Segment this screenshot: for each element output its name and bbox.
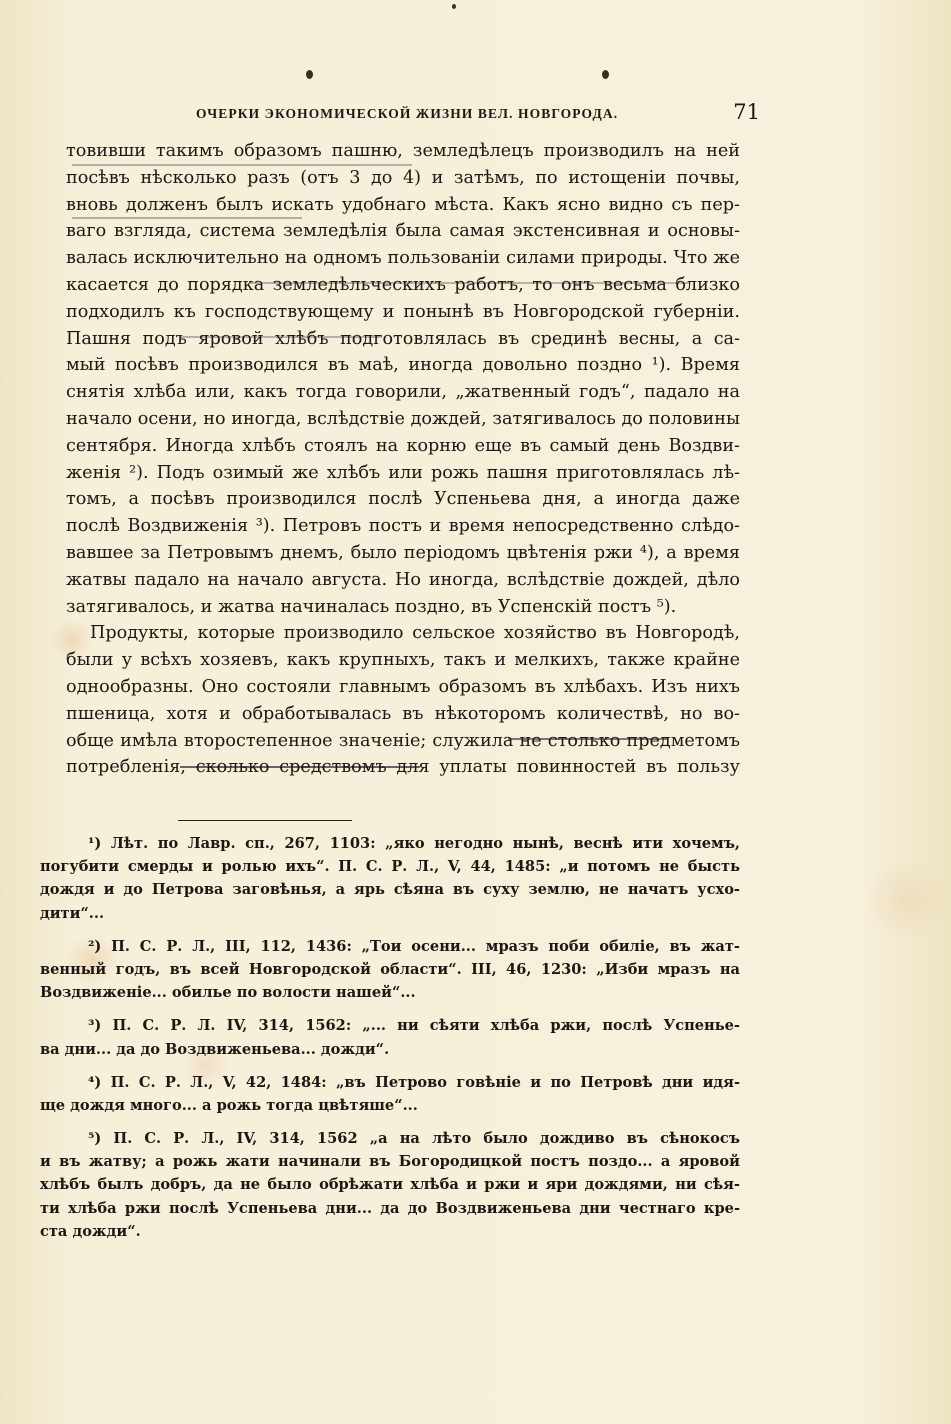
page-header [196,100,760,130]
text-line: подходилъ къ господствующему и понынѣ въ Новгородской губерніи. [66,301,740,322]
text-line: пшеница, хотя и обработывалась въ нѣкоторомъ количествѣ, но во- [66,703,740,724]
footnote-line: ⁵) П. С. Р. Л., IV, 314, 1562 „а на лѣто было дождиво въ сѣнокосъ [88,1130,740,1148]
ink-dot [602,70,609,79]
text-line: посѣвъ нѣсколько разъ (отъ 3 до 4) и затѣмъ, по истощеніи почвы, [66,167,740,188]
footnote-line: ²) П. С. Р. Л., III, 112, 1436: „Тои осени... мразъ поби обиліе, въ жат- [88,937,740,955]
text-line: были у всѣхъ хозяевъ, какъ крупныхъ, такъ и мелкихъ, также крайне [66,650,740,671]
text-line: потребленія, сколько средствомъ для уплаты повинностей въ пользу [66,757,740,778]
footnote-line: ³) П. С. Р. Л. IV, 314, 1562: „... ни сѣяти хлѣба ржи, послѣ Успенье- [88,1017,740,1035]
footnote-line: ста дожди“. [40,1222,141,1240]
text-line: вавшее за Петровымъ днемъ, было періодомъ цвѣтенія ржи ⁴), а время [66,542,740,563]
text-line: послѣ Воздвиженія ³). Петровъ постъ и время непосредственно слѣдо- [66,516,740,537]
text-line: томъ, а посѣвъ производился послѣ Успеньева дня, а иногда даже [66,489,740,510]
text-line: женія ²). Подъ озимый же хлѣбъ или рожь пашня приготовлялась лѣ- [66,462,740,483]
footnote-separator [178,820,352,821]
footnote-line: ще дождя много... а рожь тогда цвѣтяше“... [40,1096,418,1114]
footnote-line: ⁴) П. С. Р. Л., V, 42, 1484: „въ Петрово говѣніе и по Петровѣ дни идя- [88,1073,740,1091]
ink-dot [452,4,456,9]
text-line: затягивалось, и жатва начиналась поздно, въ Успенскій постъ ⁵). [66,596,677,617]
text-line: ваго взгляда, система земледѣлія была самая экстенсивная и основы- [66,221,740,242]
footnote-line: дити“... [40,904,105,922]
main-text [66,138,740,781]
footnote-line: ¹) Лѣт. по Лавр. сп., 267, 1103: „яко негодно нынѣ, веснѣ ити хочемъ, [88,835,740,852]
footnote-line: дождя и до Петрова заговѣнья, а ярь сѣяна въ суху землю, не начатъ усхо- [40,881,740,899]
page-number: 71 [733,100,760,124]
footnote-line: хлѣбъ былъ добръ, да не было обрѣжати хлѣба и ржи и яри дождями, ни сѣя- [40,1176,740,1194]
text-line: валась исключительно на одномъ пользованіи силами природы. Что же [66,248,740,269]
text-line: касается до порядка земледѣльческихъ работъ, то онъ весьма близко [66,274,740,295]
text-line: сентября. Иногда хлѣбъ стоялъ на корню еще въ самый день Воздви- [66,435,740,456]
ink-dot [306,70,313,79]
footnote-line: ти хлѣба ржи послѣ Успеньева дни... да до Воздвиженьева дни честнаго кре- [40,1199,740,1217]
text-line: начало осени, но иногда, вслѣдствіе дождей, затягивалось до половины [66,408,740,429]
running-title: ОЧЕРКИ ЭКОНОМИЧЕСКОЙ ЖИЗНИ ВЕЛ. НОВГОРОДА. [196,106,619,121]
text-line: однообразны. Оно состояли главнымъ образомъ въ хлѣбахъ. Изъ нихъ [66,676,740,697]
footnote-line: ва дни... да до Воздвиженьева... дожди“. [40,1040,390,1058]
footnote-line: Воздвиженіе... обилье по волости нашей“... [40,984,416,1002]
text-line: обще имѣла второстепенное значеніе; служила не столько предметомъ [66,730,740,751]
text-line: снятія хлѣба или, какъ тогда говорили, „жатвенный годъ“, падало на [66,382,740,403]
text-line: мый посѣвъ производился въ маѣ, иногда довольно поздно ¹). Время [66,355,740,376]
footnote-line: и въ жатву; а рожь жати начинали въ Богородицкой постъ поздо... а яровой [40,1153,740,1171]
text-line: товивши такимъ образомъ пашню, земледѣлецъ производилъ на ней [66,141,740,161]
text-line: Пашня подъ яровой хлѣбъ подготовлялась въ срединѣ весны, а са- [66,328,740,349]
footnote-line: погубити смерды и ролью ихъ“. П. С. Р. Л., V, 44, 1485: „и потомъ не бысть [40,858,740,876]
footnotes [40,832,740,1243]
footnote-line: венный годъ, въ всей Новгородской области“. III, 46, 1230: „Изби мразъ на [40,960,740,978]
text-line: Продукты, которые производило сельское хозяйство въ Новгородѣ, [90,623,740,644]
text-line: вновь долженъ былъ искать удобнаго мѣста. Какъ ясно видно съ пер- [66,194,740,215]
text-line: жатвы падало на начало августа. Но иногда, вслѣдствіе дождей, дѣло [66,569,740,590]
